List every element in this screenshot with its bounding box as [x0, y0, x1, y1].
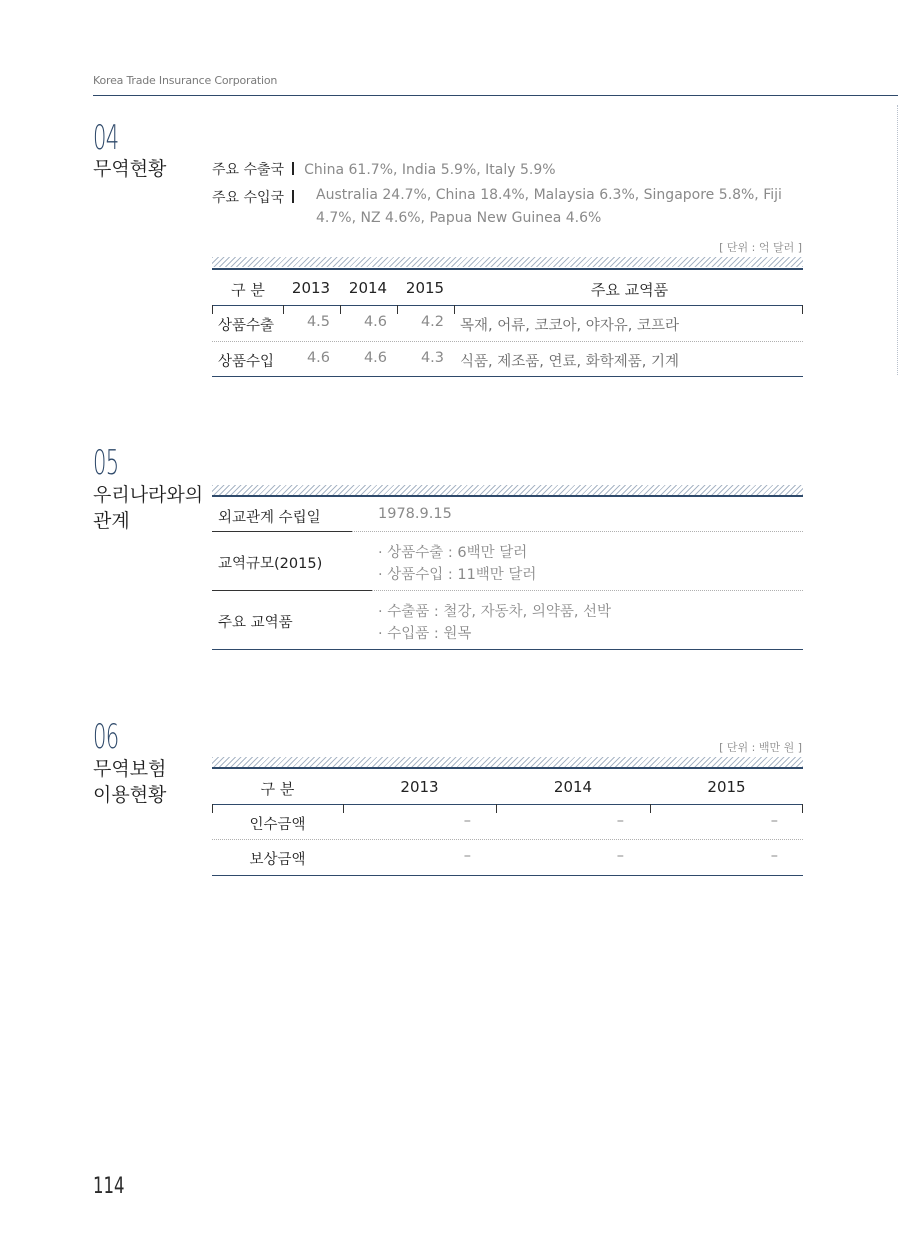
trade-table-header-2015: 2015 [405, 279, 445, 297]
page-number: 114 [93, 1174, 125, 1199]
section-04-number: 04 [93, 118, 119, 158]
import-label: 주요 수입국 [212, 190, 285, 206]
trade-row-import-label: 상품수입 [218, 354, 275, 370]
trade-row-import-2013: 4.6 [306, 350, 330, 366]
unit-label: [ 단위 : 억 달러 ] [719, 241, 802, 254]
relations-row-value: · 수출품 : 철강, 자동차, 의약품, 선박 [378, 604, 612, 620]
insurance-row-claims-2015: – [770, 848, 778, 864]
main-import-label-row [212, 187, 304, 207]
section-05-title-line2: 관계 [93, 510, 130, 532]
trade-row-import-items: 식품, 제조품, 연료, 화학제품, 기계 [460, 354, 679, 370]
row-divider [212, 839, 803, 840]
table-top-hatch [212, 257, 803, 267]
section-06-number: 06 [93, 717, 119, 757]
section-04-title: 무역현황 [93, 158, 167, 180]
insurance-row-claims-label: 보상금액 [249, 852, 306, 868]
main-export-countries [212, 159, 556, 179]
trade-table-header-category: 구 분 [231, 281, 265, 299]
trade-table-header-items: 주요 교역품 [590, 281, 669, 299]
import-value-line2: 4.7%, NZ 4.6%, Papua New Guinea 4.6% [316, 210, 602, 226]
insurance-table-header-2013: 2013 [400, 778, 439, 796]
import-value-line1: Australia 24.7%, China 18.4%, Malaysia 6.3%, Singapore 5.8%, Fiji [316, 187, 782, 203]
relations-row-label: 주요 교역품 [218, 615, 293, 631]
trade-row-export-2015: 4.2 [420, 314, 444, 330]
trade-row-export-label: 상품수출 [218, 318, 275, 334]
relations-top-line [212, 495, 803, 497]
trade-table-header-2014: 2014 [348, 279, 388, 297]
label-bar [292, 162, 294, 175]
table-bottom-line [212, 376, 803, 377]
insurance-table-header-2015: 2015 [707, 778, 746, 796]
column-tick [496, 804, 497, 813]
section-06-title-line1: 무역보험 [93, 758, 167, 780]
relations-row-value: 1978.9.15 [378, 506, 452, 522]
header-underline [212, 305, 803, 306]
column-tick [340, 305, 341, 314]
relations-bottom-line [212, 649, 803, 650]
relations-row-value: · 상품수입 : 11백만 달러 [378, 567, 537, 583]
column-tick [212, 804, 213, 813]
label-bar [292, 190, 294, 203]
column-tick [454, 305, 455, 314]
insurance-bottom-line [212, 875, 803, 876]
row-divider [212, 590, 372, 591]
insurance-row-underwriting-label: 인수금액 [249, 817, 306, 833]
trade-row-export-2014: 4.6 [363, 314, 387, 330]
insurance-top-line [212, 767, 803, 769]
column-tick [650, 804, 651, 813]
insurance-table-header-2014: 2014 [553, 778, 593, 796]
column-tick [802, 804, 803, 813]
relations-row-value: · 상품수출 : 6백만 달러 [378, 545, 528, 561]
column-tick [283, 305, 284, 314]
trade-row-import-2014: 4.6 [363, 350, 387, 366]
insurance-row-claims-2013: – [463, 848, 471, 864]
column-tick [397, 305, 398, 314]
insurance-top-hatch [212, 757, 803, 767]
section-06-title-line2: 이용현황 [93, 784, 167, 806]
section-05-number: 05 [93, 443, 119, 483]
trade-row-export-2013: 4.5 [306, 314, 330, 330]
relations-row-label: 외교관계 수립일 [218, 510, 321, 526]
column-tick [802, 305, 803, 314]
row-divider [352, 531, 803, 532]
column-tick [343, 804, 344, 813]
insurance-row-claims-2014: – [616, 848, 624, 864]
insurance-table-header-category: 구 분 [260, 780, 295, 798]
relations-top-hatch [212, 485, 803, 495]
row-divider [372, 590, 803, 591]
header-underline [212, 804, 803, 805]
section-05-title-line1: 우리나라와의 [93, 484, 204, 506]
trade-table-header-2013: 2013 [291, 279, 331, 297]
table-top-line [212, 268, 803, 270]
export-label: 주요 수출국 [212, 162, 285, 178]
insurance-row-underwriting-2015: – [770, 813, 778, 829]
insurance-row-underwriting-2014: – [616, 813, 624, 829]
unit-label: [ 단위 : 백만 원 ] [719, 741, 802, 754]
trade-row-export-items: 목재, 어류, 코코아, 야자유, 코프라 [460, 318, 679, 334]
row-divider [212, 341, 803, 342]
column-tick [212, 305, 213, 314]
export-value: China 61.7%, India 5.9%, Italy 5.9% [304, 162, 556, 178]
trade-row-import-2015: 4.3 [420, 350, 444, 366]
relations-row-value: · 수입품 : 원목 [378, 626, 472, 642]
insurance-row-underwriting-2013: – [463, 813, 471, 829]
header-org-name: Korea Trade Insurance Corporation [93, 74, 278, 87]
row-divider [212, 531, 352, 532]
header-rule [93, 95, 898, 96]
relations-row-label: 교역규모(2015) [218, 556, 323, 572]
